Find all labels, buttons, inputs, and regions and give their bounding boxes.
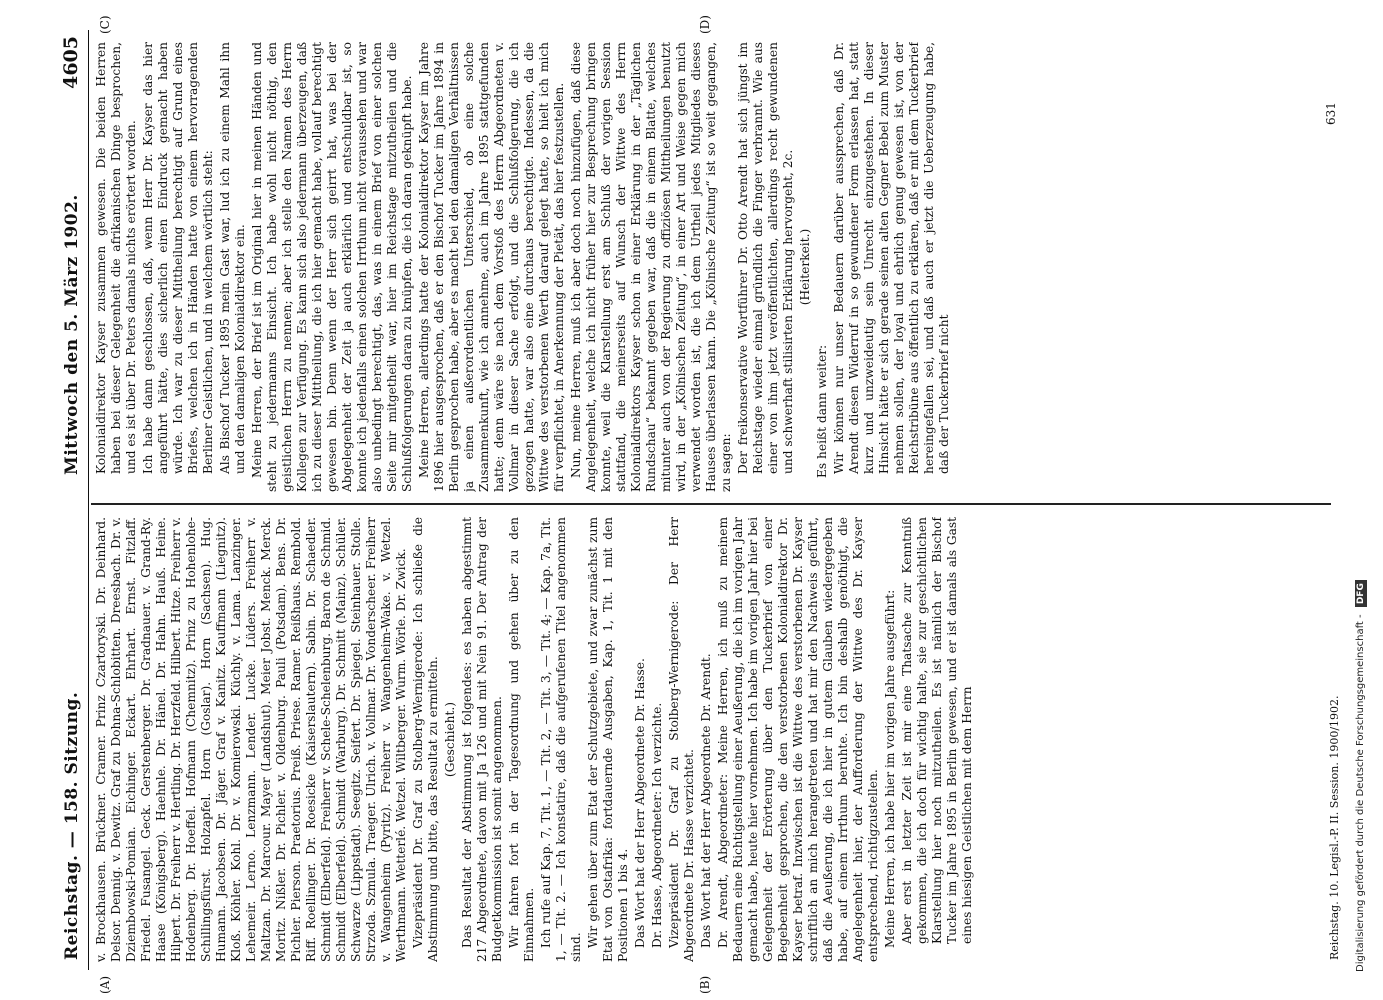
margin-letter-d: (D) <box>698 15 712 34</box>
paragraph: Nun, meine Herren, muß ich aber doch noch hinzufügen, daß diese Angelegenheit, welche ich nicht früher hier zur Besprechung bringen konnte, weil die Klarstellung erst am Schluß der vorigen Session stattfand, die meinerseits auf Wunsch der Wittwe des Herrn Kolonialdirektors Kayser schon in einer Erklärung in der „Täglichen Rundschau“ bekannt gegeben war, daß die in einem Blatte, welches mitunter auch von der Regierung zu offiziösen Mittheilungen benutzt wird, in der „Kölnischen Zeitung“, in einer Art und Weise gegen mich verwendet worden ist, die ich dem Urtheil jedes Mitgliedes dieses Hauses überlassen kann. Die „Kölnische Zeitung“ ist so weit gegangen, zu sagen: <box>569 42 733 492</box>
paragraph: Wir fahren fort in der Tagesordnung und gehen über zu den Einnahmen. <box>507 517 536 962</box>
paragraph: Meine Herren, allerdings hatte der Kolonialdirektor Kayser im Jahre 1896 hier ausgesprochen, daß er den Bischof Tucker im Jahre 1894 in Berlin gesprochen habe, aber es macht bei den damaligen Verhältnissen ja einen außerordentlichen Unterschied, ob eine solche Zusammenkunft, wie ich annehme, auch im Jahre 1895 stattgefunden hatte; denn wäre sie nach dem Vorstoß des Herrn Abgeordneten v. Vollmar in dieser Sache erfolgt, und die Schlußfolgerung, die ich gezogen hatte, war also eine durchaus berechtigte. Indessen, da die Wittwe des verstorbenen Werth darauf gelegt hatte, so hielt ich mich für verpflichtet, in Anerkennung der Pietät, das hier festzustellen. <box>417 42 566 492</box>
paragraph: Vizepräsident Dr. Graf zu Stolberg-Wernigerode: Der Herr Abgeordnete Dr. Hasse verzichtet. <box>667 517 696 962</box>
paragraph: Dr. Hasse, Abgeordneter: Ich verzichte. <box>650 702 664 948</box>
header-left-title: Reichstag. — 158. Sitzung. <box>62 691 82 960</box>
dfg-logo: DFG <box>1355 580 1367 607</box>
header-date: Mittwoch den 5. März 1902. <box>62 194 82 475</box>
paragraph: (Geschieht.) <box>443 701 457 778</box>
paragraph: Aber erst in letzter Zeit ist mir eine Thatsache zur Kenntniß gekommen, die ich doch für wichtig halte, sie zur geschichtlichen Klarstellung hier noch mitzutheilen. Es ist nämlich der Bischof Tucker im Jahre 1895 in Berlin gewesen, und er ist damals als Gast eines hiesigen Geistlichen mit dem Herrn <box>900 517 974 944</box>
paragraph: Ich rufe auf Kap. 7, Tit. 1, — Tit. 2, — Tit. 3, — Tit. 4; — Kap. 7a, Tit. 1, — Tit. 2. — Ich konstatire, daß die aufgerufenen Titel angenommen sind. <box>539 517 583 962</box>
paragraph: Wir können nur unser Bedauern darüber aussprechen, daß Dr. Arendt diesen Widerruf in so gewundener Form erlassen hat, statt kurz und unzweideutig sein Unrecht einzugestehen. In dieser Hinsicht hätte er sich gerade seinen alten Gegner Bebel zum Muster nehmen sollen, der loyal und ehrlich genug gewesen ist, von der Reichstribüne aus öffentlich zu erklären, daß er mit dem Tuckerbrief hereingefallen sei, und daß auch er jetzt die Ueberzeugung habe, daß der Tuckerbrief nicht <box>832 42 951 474</box>
column-divider <box>91 504 1331 506</box>
paragraph: Es heißt dann weiter: <box>815 344 829 478</box>
footer-sheet-number: 631 <box>1324 102 1338 125</box>
margin-letter-a: (A) <box>98 975 112 994</box>
margin-letter-c: (C) <box>98 15 112 34</box>
paragraph: (Heiterkeit.) <box>798 228 812 306</box>
paragraph: Ich habe dann geschlossen, daß, wenn Herr Dr. Kayser das hier angeführt hätte, dies sicherlich einen Eindruck gemacht haben würde. Ich war zu dieser Mittheilung berechtigt auf Grund eines Briefes, welchen ich in Händen hatte von einem hervorragenden Berliner Geistlichen, und in welchem wörtlich steht: <box>141 42 215 474</box>
paragraph: Meine Herren, der Brief ist im Original hier in meinen Händen und steht zu jedermanns Einsicht. Ich habe wohl nicht nöthig, den geistlichen Herrn zu nennen; aber ich stelle den Namen des Herrn Kollegen zur Verfügung. Es kann sich also jedermann überzeugen, daß ich zu dieser Mittheilung, die ich hier gemacht habe, vollauf berechtigt gewesen bin. Denn wenn der Herr sich geirrt hat, was bei der Abgelegenheit der Zeit ja auch erklärlich und entschuldbar ist, so konnte ich jedenfalls einen solchen Irrthum nicht voraussehen und war also unbedingt berechtigt, das, was in einem Brief von einer solchen Seite mir mitgetheilt war, hier im Reichstage mitzutheilen und die Schlußfolgerungen daran zu knüpfen, die ich daran geknüpft habe. <box>250 42 414 492</box>
paragraph: Als Bischof Tucker 1895 mein Gast war, lud ich zu einem Mahl ihn und den damaligen Kolonialdirektor ein. <box>218 42 247 474</box>
digitization-credit <box>1355 12 1373 972</box>
header-page-number: 4605 <box>60 36 82 89</box>
paragraph: Vizepräsident Dr. Graf zu Stolberg-Wernigerode: Ich schließe die Abstimmung und bitte, das Resultat zu ermitteln. <box>411 517 440 962</box>
right-text-column <box>94 42 1324 492</box>
paragraph: Kolonialdirektor Kayser zusammen gewesen. Die beiden Herren haben bei dieser Gelegenheit die afrikanischen Dinge besprochen, und es ist über Dr. Peters damals nichts erörtert worden. <box>94 42 138 474</box>
paragraph: Dr. Arendt, Abgeordneter: Meine Herren, ich muß zu meinem Bedauern eine Richtigstellung einer Aeußerung, die ich im vorigen Jahr gemacht habe, heute hier vornehmen. Ich habe im vorigen Jahr hier bei Gelegenheit der Erörterung über den Tuckerbrief von einer Begebenheit gesprochen, die den verstorbenen Kolonialdirektor Dr. Kayser betraf. Inzwischen ist die Wittwe des verstorbenen Dr. Kayser schriftlich an mich herangetreten und hat mir den Nachweis geführt, daß die Aeußerung, die ich hier in gutem Glauben wiedergegeben habe, auf einem Irrthum beruhte. Ich bin deshalb genöthigt, die Angelegenheit hier, der Aufforderung der Wittwe des Dr. Kayser entsprechend, richtigzustellen. <box>716 517 880 962</box>
left-text-column <box>94 517 1324 962</box>
page-header <box>58 30 89 970</box>
paragraph: Der freikonservative Wortführer Dr. Otto Arendt hat sich jüngst im Reichstage wieder einmal gründlich die Finger verbrannt. Wie aus einer von ihm jetzt veröffentlichten, allerdings recht gewundenen und schwerhaft stilisirten Erklärung hervorgeht, 2c. <box>736 42 795 474</box>
footer-session-info: Reichstag. 10. Legisl.-P. II. Session. 1900/1902. <box>1328 695 1341 960</box>
paragraph: Das Wort hat der Herr Abgeordnete Dr. Hasse. <box>633 658 647 948</box>
paragraph: Das Wort hat der Herr Abgeordnete Dr. Arendt. <box>699 653 713 948</box>
newspaper-page <box>58 15 1348 994</box>
margin-letter-b: (B) <box>698 975 712 994</box>
paragraph: Das Resultat der Abstimmung ist folgendes: es haben abgestimmt 217 Abgeordnete, davon mit Ja 126 und mit Nein 91. Der Antrag der Budgetkommission ist somit angenommen. <box>460 517 504 962</box>
paragraph: Meine Herren, ich habe hier im vorigen Jahre ausgeführt: <box>883 589 897 948</box>
paragraph: v. Brockhausen. Brückner. Cramer. Prinz Czartoryski. Dr. Deinhard. Delsor. Dennig. v. Dewitz. Graf zu Dohna-Schlobitten. Dreesbach. Dr. v. Dziembowski-Pomian. Eichinger. Eckart. Ehrhart. Ernst. Fitzlaff. Friedel. Fusangel. Geck. Gerstenberger. Dr. Gradnauer. v. Grand-Ry. Haase (Königsberg). Haehnle. Dr. Hänel. Dr. Hahn. Hauß. Heine. Hilpert. Dr. Freiherr v. Hertling. Dr. Herzfeld. Hilbert. Hitze. Freiherr v. Hodenberg. Dr. Hoeffel. Hofmann (Chemnitz). Prinz zu Hohenlohe-Schillingsfürst. Holzapfel. Horn (Goslar). Horn (Sachsen). Hug. Humann. Jacobsen. Dr. Jäger. Graf v. Kanitz. Kauffmann (Liegnitz). Kloß. Köhler. Kohl. Dr. v. Komierowski. Küchly. v. Lama. Lanzinger. Lehemeir. Lerno. Lenzmann. Lender. Lucke. Lüders. Freiherr v. Maltzan. Dr. Marcour. Mayer (Landshut). Meier Jobst. Menck. Merck. Moritz. Nißler. Dr. Pichler. v. Oldenburg. Pauli (Potsdam). Bens. Dr. Pichler. Pierson. Praetorius. Preiß. Priese. Ramer. Reißhaus. Rembold. Riff. Roellinger. Dr. Roesicke (Kaiserslautern). Sabin. Dr. Schaedler. Schmidt (Elberfeld). Freiherr v. Schele-Schelenburg. Baron de Schmid. Schmidt (Elberfeld). Schmidt (Warburg). Dr. Schmitt (Mainz). Schüler. Schwarze (Lippstadt). Seegitz. Seifert. Dr. Spiegel. Steinhauer. Stolle. Strzoda. Szmula. Traeger. Ulrich. v. Vollmar. Dr. Vonderscheer. Freiherr v. Wangenheim (Pyritz). Freiherr v. Wangenheim-Wake. v. Wetzel. Werthmann. Wetterlé. Wetzel. Wiltberger. Wurm. Wörle. Dr. Zwick. <box>94 517 408 962</box>
paragraph: Wir gehen über zum Etat der Schutzgebiete, und zwar zunächst zum Etat von Ostafrika: fortdauernde Ausgaben, Kap. 1, Tit. 1 mit den Positionen 1 bis 4. <box>586 517 630 962</box>
credit-text: Digitalisierung gefördert durch die Deutsche Forschungsgemeinschaft - <box>1355 614 1366 972</box>
